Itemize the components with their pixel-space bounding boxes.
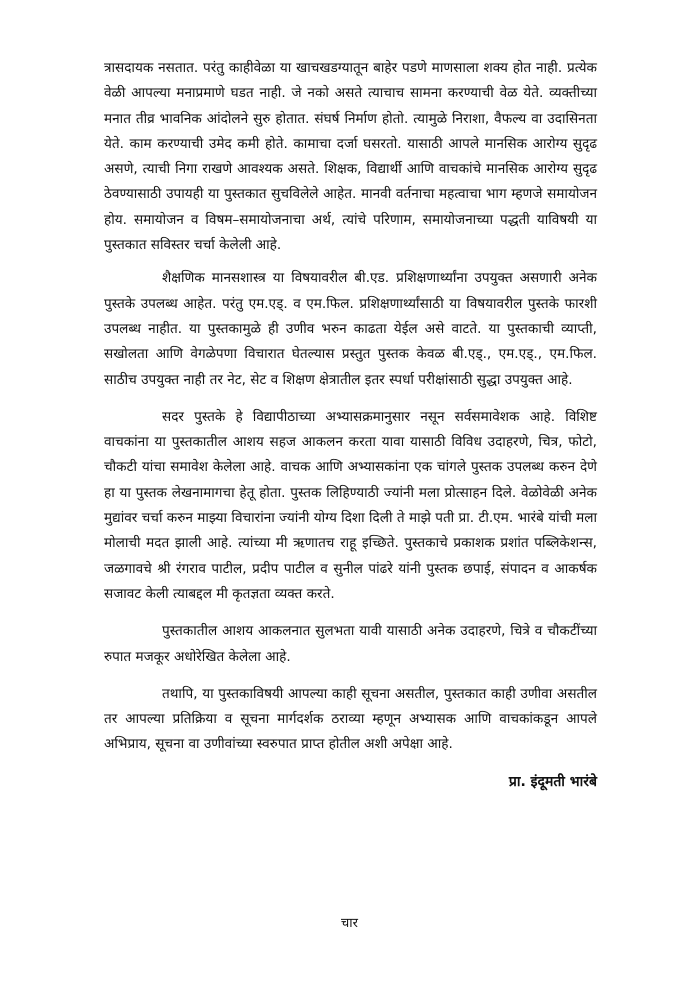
page-number: चार: [341, 916, 358, 931]
paragraph-continuation: त्रासदायक नसतात. परंतु काहीवेळा या खाचखडग्यातून बाहेर पडणे माणसाला शक्य होत नाही. प्रत्येक वेळी आपल्या मनाप्रमाणे घडत नाही. जे नको असते त्याचाच सामना करण्याची वेळ येते. व्यक्तीच्या मनात तीव्र भावनिक आंदोलने सुरु होतात. संघर्ष निर्माण होतो. त्यामुळे निराशा, वैफल्य वा उदासिनता येते. काम करण्याची उमेद कमी होते. कामाचा दर्जा घसरतो. यासाठी आपले मानसिक आरोग्य सुदृढ असणे, त्याची निगा राखणे आवश्यक असते. शिक्षक, विद्यार्थी आणि वाचकांचे मानसिक आरोग्य सुदृढ ठेवण्यासाठी उपायही या पुस्तकात सुचविलेले आहेत. मानवी वर्तनाचा महत्वाचा भाग म्हणजे समायोजन होय. समायोजन व विषम–समायोजनाचा अर्थ, त्यांचे परिणाम, समायोजनाच्या पद्धती याविषयी या पुस्तकात सविस्तर चर्चा केलेली आहे.: [104, 60, 597, 254]
author-signature: प्रा. इंदूमती भारंबे: [508, 773, 597, 790]
paragraph-feedback-request: तथापि, या पुस्तकाविषयी आपल्या काही सूचना असतील, पुस्तकात काही उणीवा असतील तर आपल्या प्रतिक्रिया व सूचना मार्गदर्शक ठराव्या म्हणून अभ्यासक आणि वाचकांकडून आपले अभिप्राय, सूचना वा उणीवांच्या स्वरुपात प्राप्त होतील अशी अपेक्षा आहे.: [104, 685, 597, 753]
paragraph-acknowledgements: सदर पुस्तके हे विद्यापीठाच्या अभ्यासक्रमानुसार नसून सर्वसमावेशक आहे. विशिष्ट वाचकांना या पुस्तकातील आशय सहज आकलन करता यावा यासाठी विविध उदाहरणे, चित्र, फोटो, चौकटी यांचा समावेश केलेला आहे. वाचक आणि अभ्यासकांना एक चांगले पुस्तक उपलब्ध करुन देणे हा या पुस्तक लेखनामागचा हेतू होता. पुस्तक लिहिण्याठी ज्यांनी मला प्रोत्साहन दिले. वेळोवेळी अनेक मुद्यांवर चर्चा करुन माझ्या विचारांना ज्यांनी योग्य दिशा दिली ते माझे पती प्रा. टी.एम. भारंबे यांची मला मोलाची मदत झाली आहे. त्यांच्या मी ऋणातच राहू इच्छिते. पुस्तकाचे प्रकाशक प्रशांत पब्लिकेशन्स, जळगावचे श्री रंगराव पाटील, प्रदीप पाटील व सुनील पांढरे यांनी पुस्तक छपाई, संपादन व आकर्षक सजावट केली त्याबद्दल मी कृतज्ञता व्यक्त करते.: [104, 408, 597, 602]
paragraph-presentation: पुस्तकातील आशय आकलनात सुलभता यावी यासाठी अनेक उदाहरणे, चित्रे व चौकटींच्या रुपात मजकूर अधोरेखित केलेला आहे.: [104, 623, 597, 665]
paragraph-target-readers: शैक्षणिक मानसशास्त्र या विषयावरील बी.एड. प्रशिक्षणार्थ्यांना उपयुक्त असणारी अनेक पुस्तके उपलब्ध आहेत. परंतु एम.एड्. व एम.फिल. प्रशिक्षणार्थ्यांसाठी या विषयावरील पुस्तके फारशी उपलब्ध नाहीत. या पुस्तकामुळे ही उणीव भरुन काढता येईल असे वाटते. या पुस्तकाची व्याप्ती, सखोलता आणि वेगळेपणा विचारात घेतल्यास प्रस्तुत पुस्तक केवळ बी.एड्., एम.एड्., एम.फिल. साठीच उपयुक्त नाही तर नेट, सेट व शिक्षण क्षेत्रातील इतर स्पर्धा परीक्षांसाठी सुद्धा उपयुक्त आहे.: [104, 270, 597, 388]
